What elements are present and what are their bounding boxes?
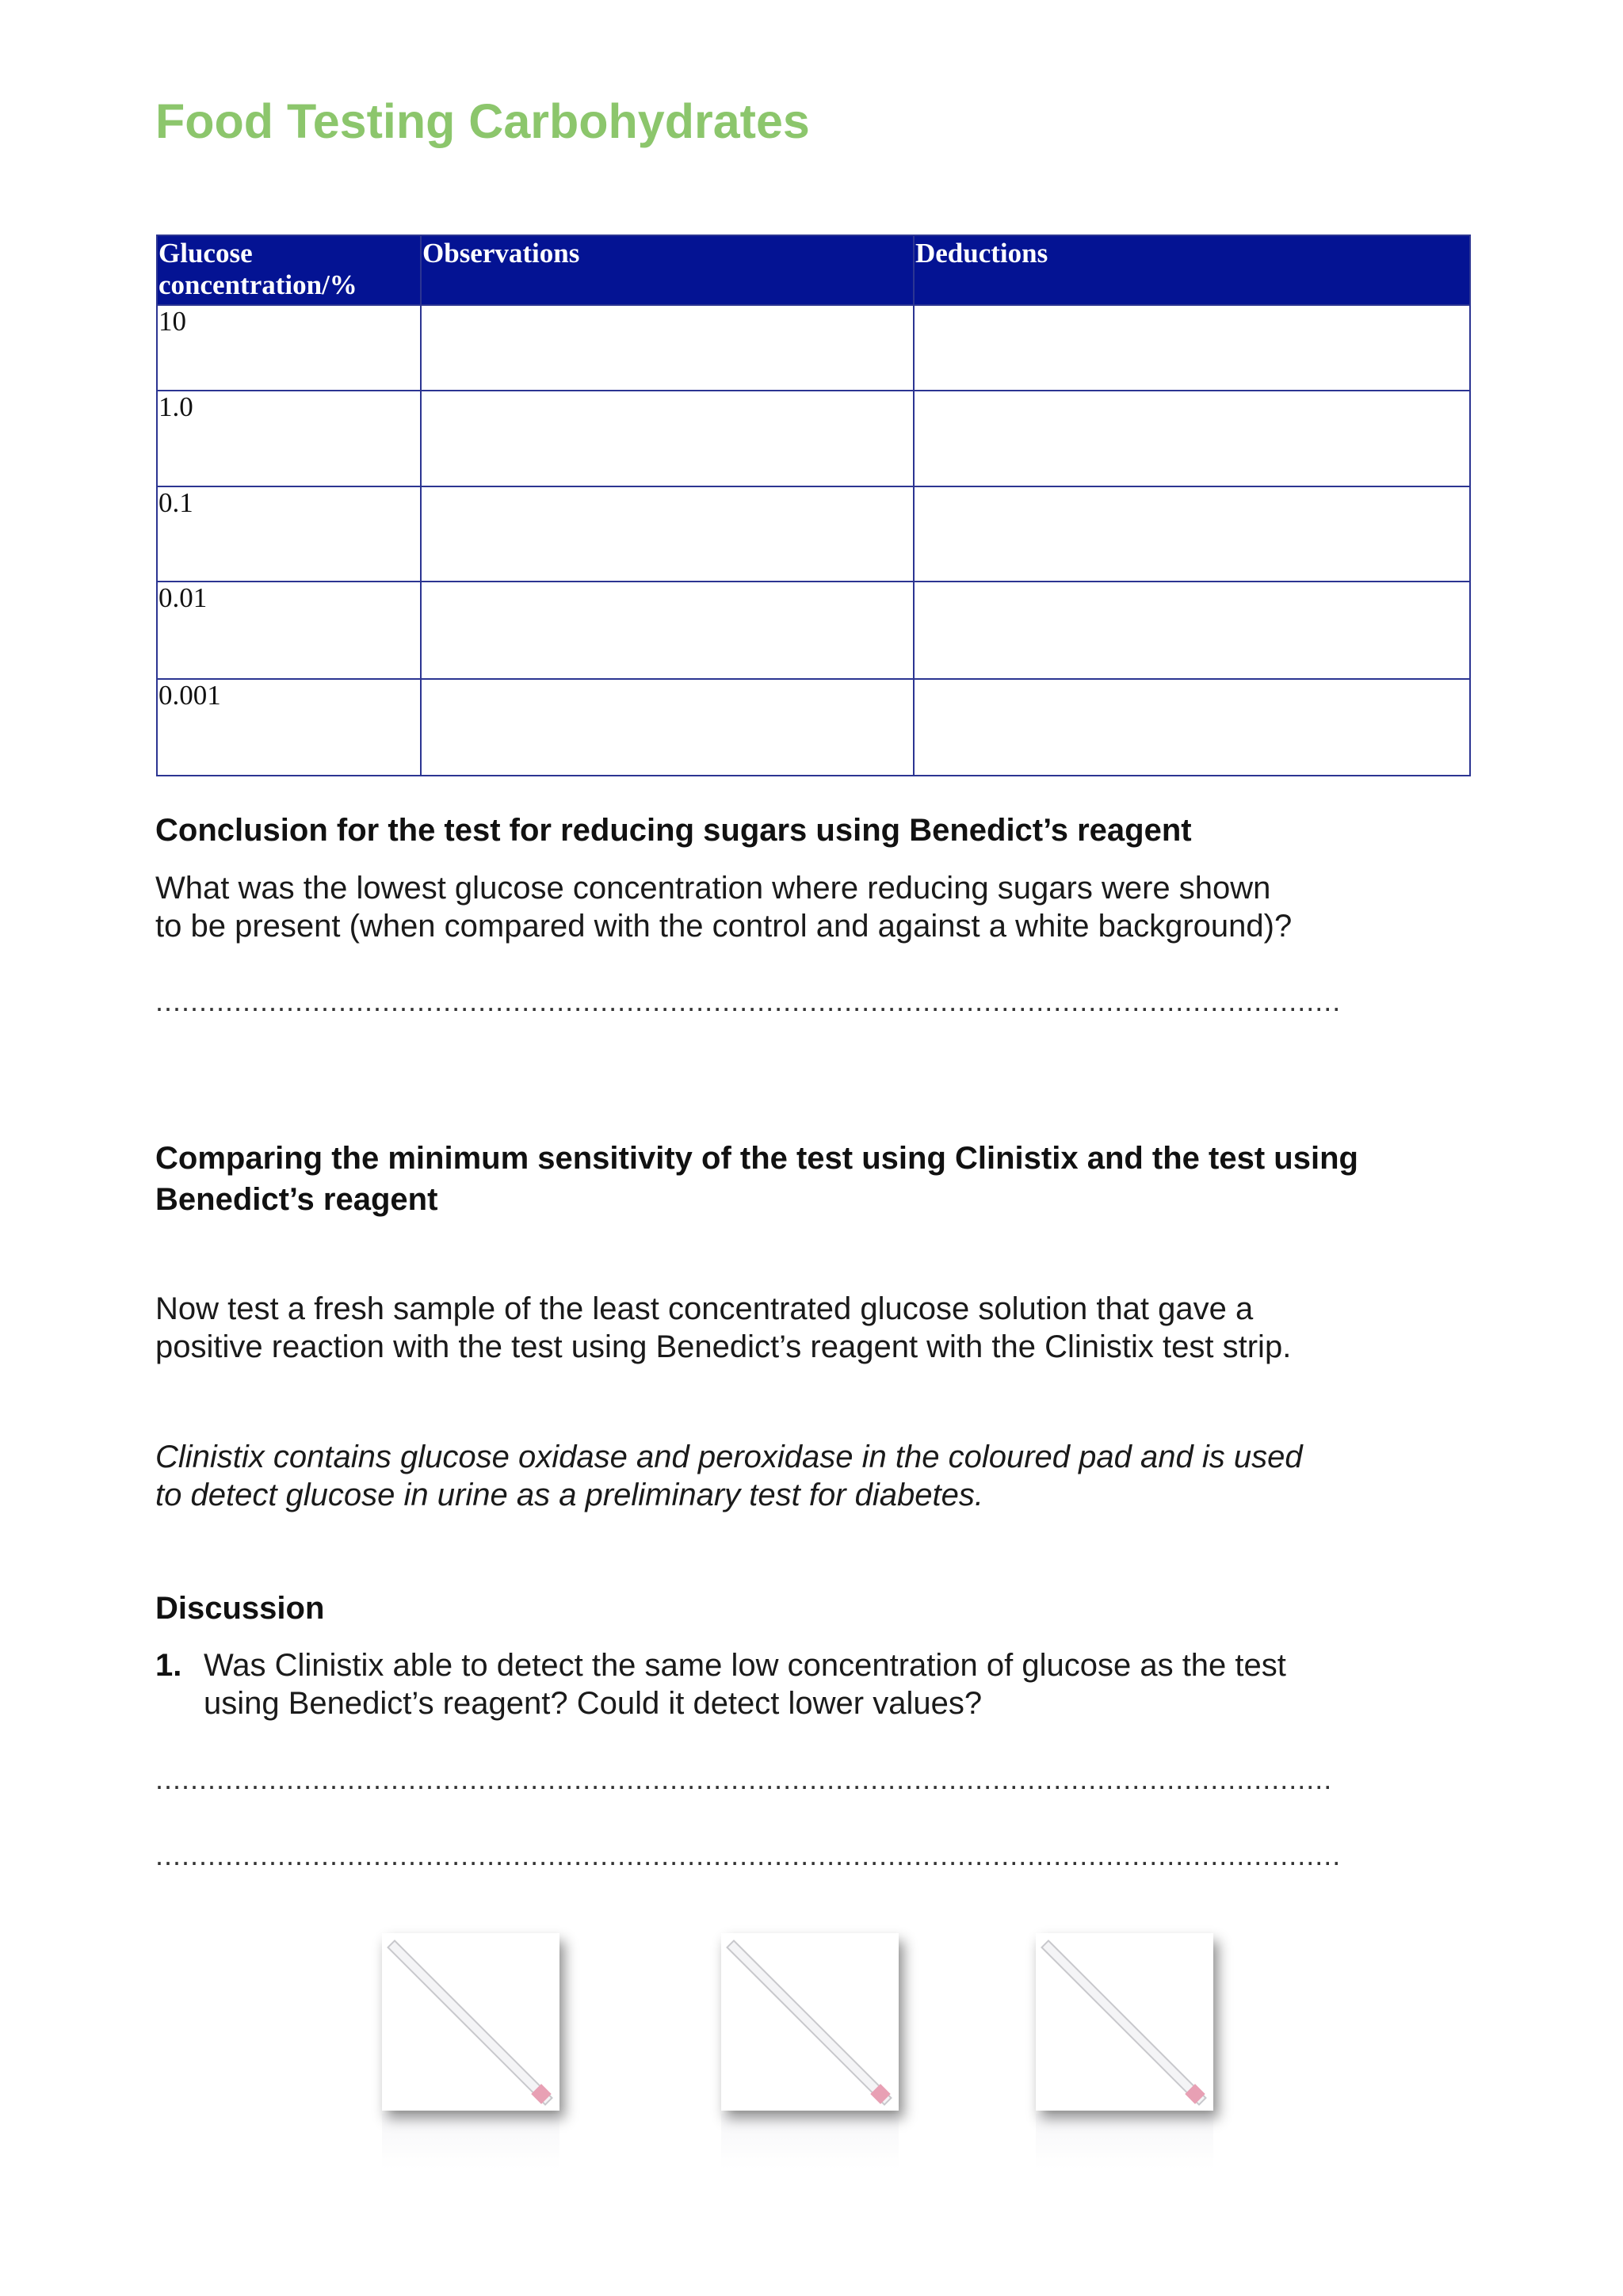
concentration-cell: 0.1 [157, 486, 421, 582]
header-glucose-concentration [157, 235, 421, 305]
deductions-cell[interactable] [914, 391, 1470, 486]
observations-cell[interactable] [421, 582, 914, 679]
observations-cell[interactable] [421, 679, 914, 776]
header-observations: Observations [421, 235, 914, 305]
table-row [157, 486, 1470, 582]
observations-cell[interactable] [421, 391, 914, 486]
results-table [156, 235, 1471, 776]
test-strip-icon [1036, 1933, 1213, 2111]
question-number: 1. [155, 1648, 182, 1683]
answer-line[interactable]: ....................................................................................................................................... [155, 1764, 1333, 1795]
deductions-cell[interactable] [914, 679, 1470, 776]
image-reflection [1036, 2114, 1213, 2169]
discussion-heading: Discussion [155, 1591, 325, 1626]
deductions-cell[interactable] [914, 305, 1470, 391]
concentration-cell: 1.0 [157, 391, 421, 486]
clinistix-note-line: Clinistix contains glucose oxidase and peroxidase in the coloured pad and is used [155, 1440, 1303, 1474]
table-row [157, 679, 1470, 776]
observations-cell[interactable] [421, 305, 914, 391]
answer-line[interactable]: ........................................................................................................................................ [155, 986, 1342, 1017]
answer-line[interactable]: ........................................................................................................................................ [155, 1840, 1342, 1871]
table-row [157, 391, 1470, 486]
page-title: Food Testing Carbohydrates [155, 94, 810, 148]
concentration-cell: 0.01 [157, 582, 421, 679]
image-reflection [721, 2114, 899, 2169]
clinistix-strip-image [721, 1933, 899, 2111]
test-strip-icon [382, 1933, 559, 2111]
conclusion-question-line: What was the lowest glucose concentration where reducing sugars were shown [155, 871, 1271, 906]
instruction-line: positive reaction with the test using Benedict’s reagent with the Clinistix test strip. [155, 1329, 1292, 1364]
header-line: Glucose [158, 238, 253, 269]
table-row [157, 305, 1470, 391]
deductions-cell[interactable] [914, 582, 1470, 679]
clinistix-note-line: to detect glucose in urine as a preliminary test for diabetes. [155, 1478, 983, 1512]
test-strip-icon [721, 1933, 899, 2111]
conclusion-question-line: to be present (when compared with the control and against a white background)? [155, 909, 1293, 944]
image-reflection [382, 2114, 559, 2169]
deductions-cell[interactable] [914, 486, 1470, 582]
instruction-line: Now test a fresh sample of the least concentrated glucose solution that gave a [155, 1291, 1254, 1326]
table-header-row [157, 235, 1470, 305]
clinistix-strip-image [382, 1933, 559, 2111]
table-row [157, 582, 1470, 679]
comparing-heading-line: Comparing the minimum sensitivity of the test using Clinistix and the test using [155, 1141, 1358, 1176]
comparing-heading-line: Benedict’s reagent [155, 1182, 438, 1217]
question-line: using Benedict’s reagent? Could it detect lower values? [204, 1686, 983, 1721]
clinistix-strip-image [1036, 1933, 1213, 2111]
conclusion-heading: Conclusion for the test for reducing sugars using Benedict’s reagent [155, 813, 1192, 848]
header-deductions: Deductions [914, 235, 1470, 305]
concentration-cell: 10 [157, 305, 421, 391]
header-line: concentration/% [158, 269, 357, 300]
question-line: Was Clinistix able to detect the same low concentration of glucose as the test [204, 1648, 1286, 1683]
concentration-cell: 0.001 [157, 679, 421, 776]
observations-cell[interactable] [421, 486, 914, 582]
